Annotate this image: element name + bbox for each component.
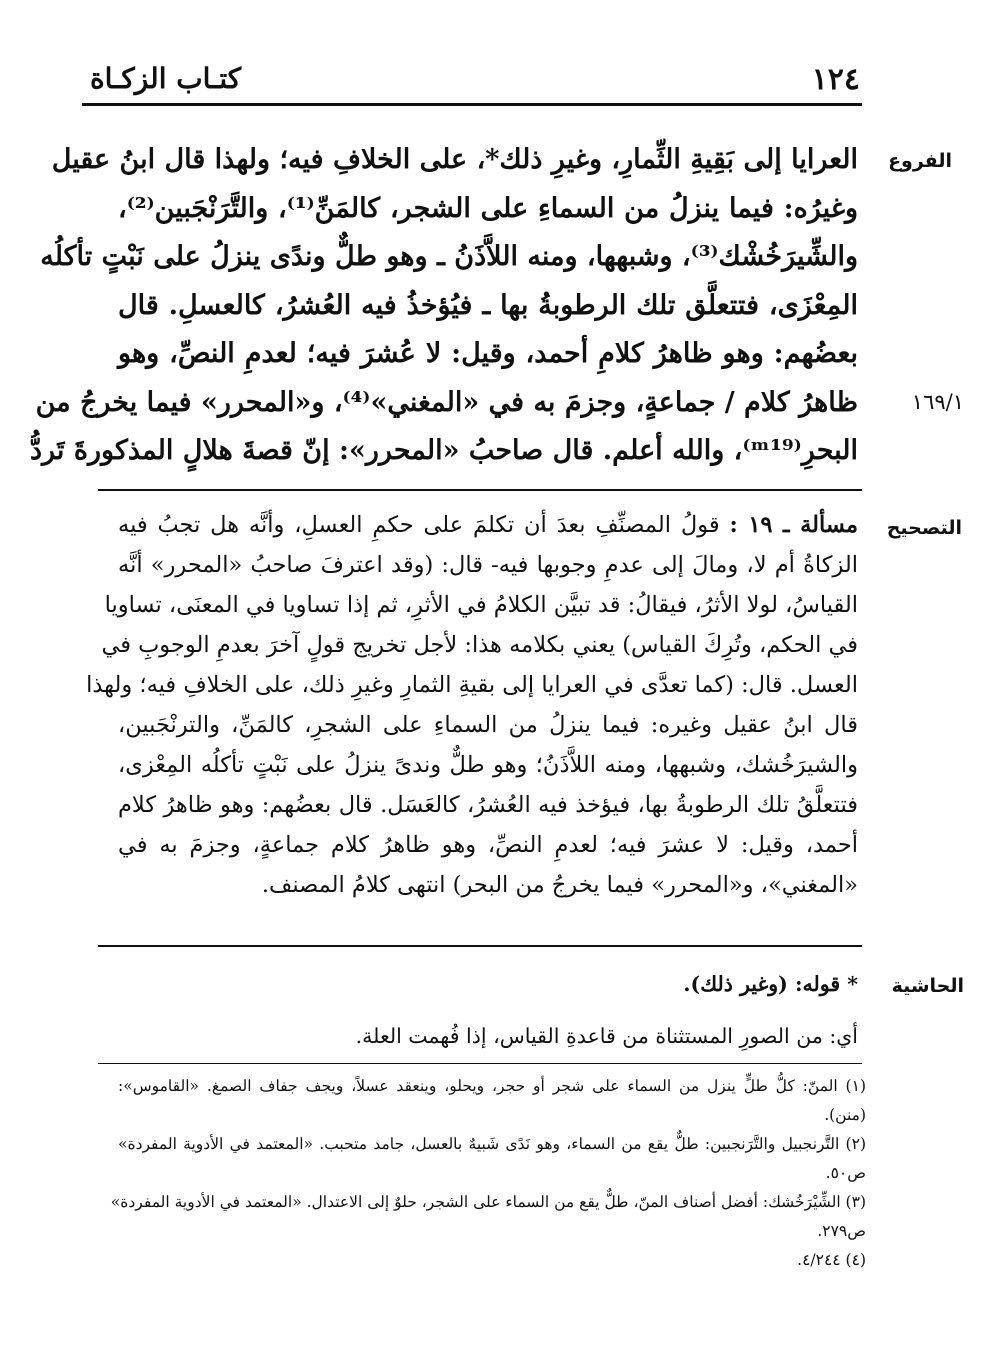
footnotes <box>110 1072 866 1275</box>
tashih-label: التصحيح <box>886 517 962 539</box>
furu-line: البحرِ⁽ᵐ¹⁹⁾، والله أعلم. قال صاحبُ «المحرر»: إنّ قصةَ هلالٍ المذكورةَ تَردُّ <box>30 435 858 466</box>
furu-page-ref: ١٦٩/١ <box>911 390 964 414</box>
furu-line: وغيرُه: فيما ينزلُ من السماءِ على الشجر، كالمَنِّ⁽¹⁾، والتَّرَنْجَبين⁽²⁾، <box>118 192 858 224</box>
tashih-line-first <box>118 505 858 545</box>
section-divider <box>98 945 862 947</box>
hashiya-label: الحاشية <box>891 975 964 997</box>
tashih-line: العسل. قال: (كما تعدَّى في العرايا إلى بقيةِ الثمارِ وغيرِ ذلك، على الخلافِ فيه؛ ولهذا <box>86 672 858 698</box>
hashiya-text: أي: من الصورِ المستثناة من قاعدةِ القياس، إذا فُهمت العلة. <box>355 1024 858 1048</box>
tashih-line: في الحكم، وتُرِكَ القياس) يعني بكلامه هذا: لأجل تخريج قولٍ آخرَ بعدمِ الوجوبِ في <box>101 632 858 658</box>
footnote-3-cont: ص٢٧٩. <box>817 1222 866 1240</box>
footnote-2-cont: ص٥٠. <box>825 1164 866 1182</box>
furu-line: العرايا إلى بَقِيةِ الثِّمارِ، وغيرِ ذلك*، على الخلافِ فيه؛ ولهذا قال ابنُ عقيل <box>51 144 858 175</box>
tashih-line: قولُ المصنِّفِ بعدَ أن تكلمَ على حكمِ العسلِ، وأنَّه هل تجبُ فيه <box>118 512 720 538</box>
footnote-3: (٣) الشِّيْرَخُشك: أفضل أصناف المنّ، طلٌّ يقع من السماء على الشجر، حلوٌ إلى الاعتدال. «المعتمد في الأدوية المفردة» <box>110 1193 866 1211</box>
page-number: ١٢٤ <box>811 62 860 97</box>
tashih-line: قال ابنُ عقيل وغيره: فيما ينزلُ من السماءِ على الشجرِ، كالمَنِّ، والترنْجَبين، <box>118 712 858 738</box>
section-divider <box>98 489 862 491</box>
header-rule <box>82 103 862 106</box>
tashih-line: الزكاةُ أم لا، ومالَ إلى عدمِ وجوبها فيه- قال: (وقد اعترفَ صاحبُ «المحرر» أنَّه <box>118 552 858 578</box>
footnote-1: (١) المنّ: كلُّ طلٍّ ينزل من السماء على شجر أو حجر، ويحلو، وينعقد عسلاً، ويجف جفاف الصمغ. «القاموس»: <box>118 1077 866 1095</box>
furu-text <box>30 136 858 476</box>
tashih-line: فتتعلَّقُ تلك الرطوبةُ بها، فيؤخذ فيه العُشرُ، كالعَسَل. قال بعضُهم: وهو ظاهرُ كلام <box>118 792 858 818</box>
furu-line: المِعْزَى، فتتعلَّق تلك الرطوبةُ بها ـ فيُؤخذُ فيه العُشرُ، كالعسلِ. قال <box>118 289 858 321</box>
tashih-line: «المغني»، و«المحرر» فيما يخرجُ من البحر) انتهى كلامُ المصنف. <box>261 872 858 898</box>
footnote-1-cont: (منن). <box>824 1106 866 1124</box>
running-title: كتـاب الزكـاة <box>90 62 242 95</box>
footnote-rule <box>98 1063 862 1064</box>
tashih-text <box>86 505 859 905</box>
furu-label: الفروع <box>888 150 952 172</box>
page-header <box>84 60 860 100</box>
tashih-line: أحمد، وقيل: لا عشرَ فيه؛ لعدمِ النصِّ، وهو ظاهرُ كلام جماعةٍ، وجزمَ به في <box>118 832 858 858</box>
footnote-2: (٢) التَّرنجبيل والتَّرَنجبين: طلٌّ يقع من السماء، وهو نَدًى شَبيهٌ بالعسل، جامد متحبب. «المعتمد في الأدوية المفردة» <box>118 1135 866 1153</box>
tashih-line: القياسُ، لولا الأثرُ، فيقالُ: قد تبيَّن الكلامُ في الأثرِ، ثم إذا تساويا في المعنَى، تساويا <box>104 592 858 618</box>
furu-line: والشِّيرَخُشْك⁽³⁾، وشبهها، ومنه اللاَّذَنُ ـ وهو طلٌّ وندًى ينزلُ على نَبْتٍ تأكلُه <box>40 241 858 272</box>
furu-line: بعضُهم: وهو ظاهرُ كلامِ أحمد، وقيل: لا عُشرَ فيه؛ لعدمِ النصِّ، وهو <box>118 338 858 369</box>
hashiya-heading: * قوله: (وغير ذلك). <box>683 972 858 996</box>
tashih-line: والشيرَخُشك، وشبهها، ومنه اللاَّذَنُ؛ وهو طلٌّ وندىً ينزلُ على نَبْتٍ تأكلُه المِعْزى، <box>118 752 858 778</box>
issue-marker: مسألة ـ ١٩ : <box>729 512 859 538</box>
furu-line: ظاهرُ كلام / جماعةٍ، وجزمَ به في «المغني»⁽⁴⁾، و«المحرر» فيما يخرجُ من <box>35 386 858 418</box>
footnote-4: (٤) ٤/٢٤٤. <box>797 1251 866 1269</box>
